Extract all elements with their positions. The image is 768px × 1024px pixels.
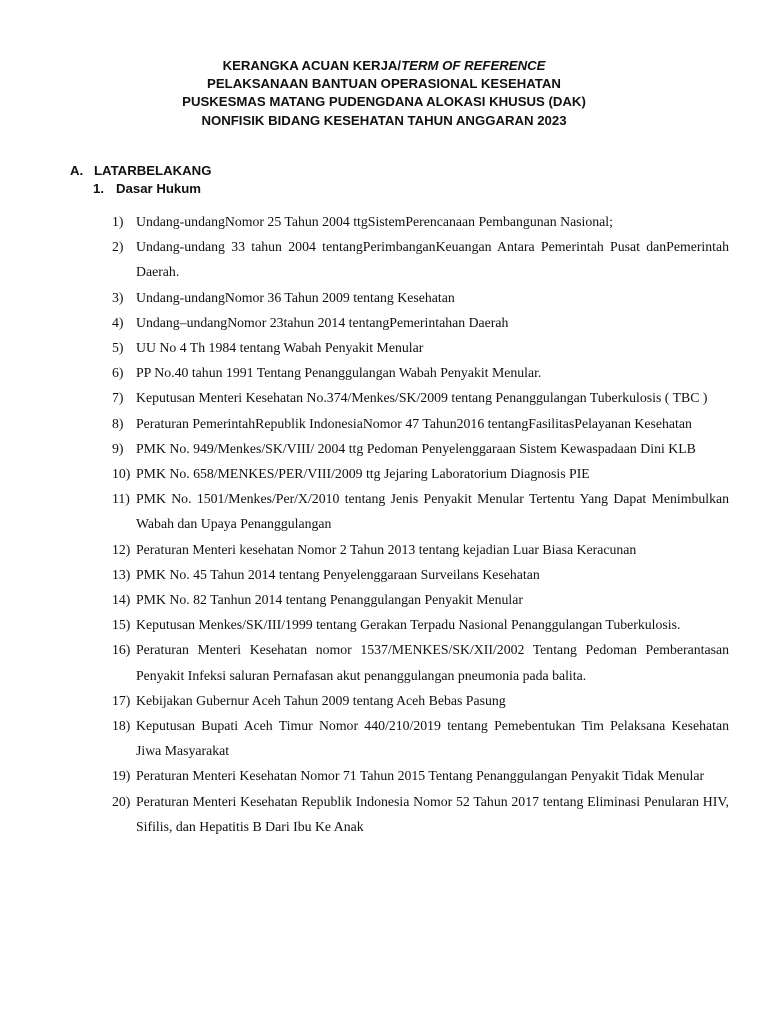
list-item	[112, 360, 729, 385]
document-title	[0, 57, 768, 130]
list-item-text: UU No 4 Th 1984 tentang Wabah Penyakit Menular	[136, 340, 424, 356]
list-item	[112, 713, 729, 763]
list-item-number: 17)	[112, 692, 131, 708]
list-item-text: Undang-undangNomor 36 Tahun 2009 tentang Kesehatan	[136, 289, 455, 305]
list-item-number: 16)	[112, 642, 131, 658]
list-item-text: Peraturan Menteri Kesehatan Republik Indonesia Nomor 52 Tahun 2017 tentang Eliminasi Penularan HIV, Sifilis, dan Hepatitis B Dari Ibu Ke Anak	[136, 793, 729, 834]
list-item-text: Peraturan Menteri Kesehatan nomor 1537/MENKES/SK/XII/2002 Tentang Pedoman Pemberantasan Penyakit Infeksi saluran Pernafasan akut penanggulangan pneumonia pada balita.	[136, 642, 729, 683]
list-item	[112, 209, 729, 234]
list-item-text: Undang-undangNomor 25 Tahun 2004 ttgSistemPerencanaan Pembangunan Nasional;	[136, 214, 613, 229]
list-item-text: PMK No. 82 Tanhun 2014 tentang Penanggulangan Penyakit Menular	[136, 592, 523, 608]
list-item-number: 18)	[112, 718, 131, 734]
title-line-1	[0, 57, 768, 75]
list-item	[112, 562, 729, 587]
list-item-number: 11)	[112, 491, 130, 507]
list-item	[112, 587, 729, 612]
title-line-3: PUSKESMAS MATANG PUDENGDANA ALOKASI KHUSUS (DAK)	[182, 94, 586, 110]
list-item	[112, 461, 729, 486]
list-item	[112, 612, 729, 637]
list-item-number: 3)	[112, 289, 124, 305]
list-item-number: 6)	[112, 365, 124, 381]
list-item	[112, 310, 729, 335]
list-item	[112, 688, 729, 713]
title-line-2: PELAKSANAAN BANTUAN OPERASIONAL KESEHATAN	[207, 76, 561, 92]
list-item	[112, 763, 729, 788]
list-item-text: Undang–undangNomor 23tahun 2014 tentangPemerintahan Daerah	[136, 314, 509, 330]
legal-basis-list	[112, 209, 729, 839]
subsection-heading	[93, 181, 201, 196]
list-item-number: 1)	[112, 214, 124, 229]
subsection-title: Dasar Hukum	[116, 181, 202, 196]
list-item-text: Peraturan Menteri kesehatan Nomor 2 Tahun 2013 tentang kejadian Luar Biasa Keracunan	[136, 541, 637, 557]
list-item-number: 4)	[112, 314, 124, 330]
list-item-number: 2)	[112, 239, 124, 255]
title-line-4: NONFISIK BIDANG KESEHATAN TAHUN ANGGARAN 2023	[201, 112, 567, 128]
list-item	[112, 234, 729, 284]
list-item-number: 10)	[112, 466, 131, 482]
list-item	[112, 285, 729, 310]
list-item-text: Peraturan Menteri Kesehatan Nomor 71 Tahun 2015 Tentang Penanggulangan Penyakit Tidak Menular	[136, 768, 705, 784]
list-item	[112, 789, 729, 839]
list-item	[112, 411, 729, 436]
list-item-text: PMK No. 45 Tahun 2014 tentang Penyelenggaraan Surveilans Kesehatan	[136, 566, 540, 582]
list-item-text: PMK No. 1501/Menkes/Per/X/2010 tentang Jenis Penyakit Menular Tertentu Yang Dapat Menimbulkan Wabah dan Upaya Penanggulangan	[136, 491, 729, 532]
list-item-number: 13)	[112, 566, 131, 582]
list-item	[112, 385, 729, 410]
list-item-number: 14)	[112, 592, 131, 608]
list-item-number: 8)	[112, 415, 124, 431]
list-item-number: 9)	[112, 440, 124, 456]
list-item-number: 12)	[112, 541, 131, 557]
list-item-text: Undang-undang 33 tahun 2004 tentangPerimbanganKeuangan Antara Pemerintah Pusat danPemerintah Daerah.	[136, 239, 729, 280]
title-line-1-italic: TERM OF REFERENCE	[401, 58, 546, 73]
list-item	[112, 637, 729, 687]
list-item-number: 7)	[112, 390, 124, 406]
list-item	[112, 436, 729, 461]
list-item-text: PMK No. 949/Menkes/SK/VIII/ 2004 ttg Pedoman Penyelenggaraan Sistem Kewaspadaan Dini KLB	[136, 440, 696, 456]
list-item-text: Peraturan PemerintahRepublik IndonesiaNomor 47 Tahun2016 tentangFasilitasPelayanan Kesehatan	[136, 415, 692, 431]
list-item-text: Keputusan Menkes/SK/III/1999 tentang Gerakan Terpadu Nasional Penanggulangan Tuberkulosis.	[136, 617, 681, 633]
section-heading	[70, 163, 211, 178]
list-item-text: Keputusan Menteri Kesehatan No.374/Menkes/SK/2009 tentang Penanggulangan Tuberkulosis ( TBC )	[136, 390, 708, 406]
subsection-number: 1.	[93, 181, 104, 196]
list-item	[112, 537, 729, 562]
list-item-number: 15)	[112, 617, 131, 633]
title-line-1-prefix: KERANGKA ACUAN KERJA/	[222, 58, 402, 73]
list-item-number: 20)	[112, 793, 131, 809]
section-title: LATARBELAKANG	[94, 163, 212, 178]
section-letter: A.	[70, 163, 84, 178]
list-item-number: 5)	[112, 340, 124, 356]
list-item	[112, 335, 729, 360]
list-item-text: Kebijakan Gubernur Aceh Tahun 2009 tentang Aceh Bebas Pasung	[136, 692, 506, 708]
list-item	[112, 486, 729, 536]
list-item-text: PP No.40 tahun 1991 Tentang Penanggulangan Wabah Penyakit Menular.	[136, 365, 542, 381]
list-item-text: PMK No. 658/MENKES/PER/VIII/2009 ttg Jejaring Laboratorium Diagnosis PIE	[136, 466, 590, 482]
list-item-text: Keputusan Bupati Aceh Timur Nomor 440/210/2019 tentang Pemebentukan Tim Pelaksana Kesehatan Jiwa Masyarakat	[136, 718, 729, 759]
list-item-number: 19)	[112, 768, 131, 784]
